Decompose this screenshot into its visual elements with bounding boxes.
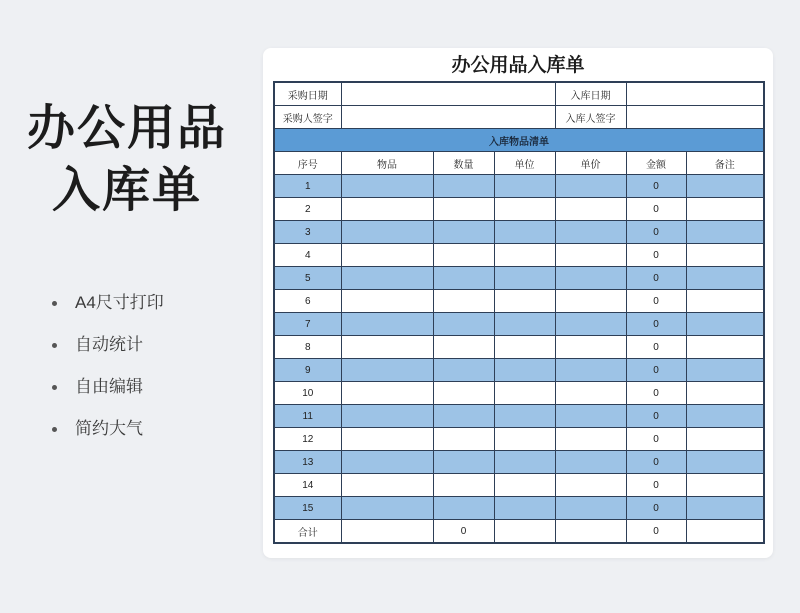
note-cell[interactable]	[686, 267, 764, 290]
table-row	[274, 290, 764, 313]
column-header: 单位	[494, 152, 555, 175]
qty-cell[interactable]	[433, 244, 494, 267]
item-cell[interactable]	[341, 313, 433, 336]
stock-in-date-field[interactable]	[626, 82, 764, 106]
price-cell[interactable]	[555, 336, 626, 359]
item-cell[interactable]	[341, 336, 433, 359]
unit-cell[interactable]	[494, 198, 555, 221]
table-row	[274, 382, 764, 405]
price-cell[interactable]	[555, 405, 626, 428]
bullet-icon	[52, 385, 57, 390]
unit-cell[interactable]	[494, 474, 555, 497]
table-row	[274, 221, 764, 244]
feature-text: 简约大气	[75, 419, 143, 438]
row-number: 1	[274, 175, 341, 198]
price-cell[interactable]	[555, 244, 626, 267]
bullet-icon	[52, 427, 57, 432]
form-preview-card	[263, 48, 773, 558]
row-number: 3	[274, 221, 341, 244]
note-cell[interactable]	[686, 474, 764, 497]
price-cell[interactable]	[555, 474, 626, 497]
form-title: 办公用品入库单	[451, 55, 585, 76]
note-cell[interactable]	[686, 198, 764, 221]
price-cell[interactable]	[555, 290, 626, 313]
note-cell[interactable]	[686, 244, 764, 267]
qty-cell[interactable]	[433, 451, 494, 474]
qty-cell[interactable]	[433, 359, 494, 382]
price-cell[interactable]	[555, 382, 626, 405]
row-number: 5	[274, 267, 341, 290]
row-number: 4	[274, 244, 341, 267]
qty-cell[interactable]	[433, 313, 494, 336]
qty-cell[interactable]	[433, 221, 494, 244]
qty-cell[interactable]	[433, 428, 494, 451]
total-label: 合计	[274, 520, 341, 544]
note-cell[interactable]	[686, 405, 764, 428]
item-rows	[274, 175, 764, 520]
amount-cell: 0	[626, 290, 686, 313]
item-cell[interactable]	[341, 497, 433, 520]
table-row	[274, 244, 764, 267]
feature-text: A4尺寸打印	[75, 293, 164, 312]
row-number: 8	[274, 336, 341, 359]
column-header: 金额	[626, 152, 686, 175]
table-row	[274, 405, 764, 428]
feature-item	[52, 282, 164, 324]
row-number: 7	[274, 313, 341, 336]
amount-cell: 0	[626, 405, 686, 428]
amount-cell: 0	[626, 175, 686, 198]
stock-in-form-table	[273, 81, 765, 544]
amount-cell: 0	[626, 221, 686, 244]
column-header-row	[274, 152, 764, 175]
unit-cell[interactable]	[494, 221, 555, 244]
price-cell[interactable]	[555, 267, 626, 290]
qty-cell[interactable]	[433, 198, 494, 221]
item-cell[interactable]	[341, 474, 433, 497]
column-header: 备注	[686, 152, 764, 175]
note-cell[interactable]	[686, 221, 764, 244]
note-cell[interactable]	[686, 497, 764, 520]
qty-cell[interactable]	[433, 405, 494, 428]
price-cell[interactable]	[555, 428, 626, 451]
item-cell[interactable]	[341, 359, 433, 382]
row-number: 6	[274, 290, 341, 313]
price-cell[interactable]	[555, 359, 626, 382]
qty-cell[interactable]	[433, 267, 494, 290]
item-cell[interactable]	[341, 290, 433, 313]
bullet-icon	[52, 343, 57, 348]
item-cell[interactable]	[341, 405, 433, 428]
table-row	[274, 451, 764, 474]
feature-list	[52, 282, 164, 450]
price-cell[interactable]	[555, 175, 626, 198]
note-cell[interactable]	[686, 382, 764, 405]
amount-cell: 0	[626, 198, 686, 221]
unit-cell[interactable]	[494, 336, 555, 359]
total-item-cell	[341, 520, 433, 544]
item-cell[interactable]	[341, 198, 433, 221]
item-cell[interactable]	[341, 221, 433, 244]
feature-item	[52, 408, 164, 450]
feature-item	[52, 324, 164, 366]
price-cell[interactable]	[555, 198, 626, 221]
promo-title-line2: 入库单	[51, 164, 202, 217]
total-row	[274, 520, 764, 544]
row-number: 2	[274, 198, 341, 221]
amount-cell: 0	[626, 428, 686, 451]
unit-cell[interactable]	[494, 497, 555, 520]
note-cell[interactable]	[686, 336, 764, 359]
unit-cell[interactable]	[494, 313, 555, 336]
section-header-row	[274, 129, 764, 152]
note-cell[interactable]	[686, 290, 764, 313]
row-number: 15	[274, 497, 341, 520]
row-number: 14	[274, 474, 341, 497]
unit-cell[interactable]	[494, 359, 555, 382]
table-row	[274, 267, 764, 290]
total-amount: 0	[626, 520, 686, 544]
qty-cell[interactable]	[433, 497, 494, 520]
table-row	[274, 336, 764, 359]
total-price-cell	[555, 520, 626, 544]
row-number: 11	[274, 405, 341, 428]
item-cell[interactable]	[341, 428, 433, 451]
promo-title-line1: 办公用品	[26, 102, 227, 155]
note-cell[interactable]	[686, 359, 764, 382]
total-qty: 0	[433, 520, 494, 544]
stock-in-sign-label: 入库人签字	[555, 106, 626, 129]
stock-in-date-label: 入库日期	[555, 82, 626, 106]
column-header: 物品	[341, 152, 433, 175]
note-cell[interactable]	[686, 313, 764, 336]
bullet-icon	[52, 301, 57, 306]
price-cell[interactable]	[555, 221, 626, 244]
qty-cell[interactable]	[433, 175, 494, 198]
item-cell[interactable]	[341, 244, 433, 267]
unit-cell[interactable]	[494, 405, 555, 428]
qty-cell[interactable]	[433, 336, 494, 359]
item-cell[interactable]	[341, 175, 433, 198]
table-row	[274, 474, 764, 497]
total-note-cell	[686, 520, 764, 544]
amount-cell: 0	[626, 313, 686, 336]
row-number: 12	[274, 428, 341, 451]
unit-cell[interactable]	[494, 451, 555, 474]
note-cell[interactable]	[686, 428, 764, 451]
table-row	[274, 198, 764, 221]
amount-cell: 0	[626, 359, 686, 382]
section-title: 入库物品清单	[274, 129, 764, 152]
amount-cell: 0	[626, 267, 686, 290]
column-header: 单价	[555, 152, 626, 175]
unit-cell[interactable]	[494, 290, 555, 313]
note-cell[interactable]	[686, 175, 764, 198]
promo-title	[22, 98, 232, 222]
amount-cell: 0	[626, 336, 686, 359]
stock-in-sign-field[interactable]	[626, 106, 764, 129]
note-cell[interactable]	[686, 451, 764, 474]
qty-cell[interactable]	[433, 382, 494, 405]
feature-text: 自动统计	[75, 335, 143, 354]
table-row	[274, 175, 764, 198]
unit-cell[interactable]	[494, 244, 555, 267]
unit-cell[interactable]	[494, 175, 555, 198]
qty-cell[interactable]	[433, 290, 494, 313]
amount-cell: 0	[626, 497, 686, 520]
unit-cell[interactable]	[494, 382, 555, 405]
table-row	[274, 497, 764, 520]
amount-cell: 0	[626, 451, 686, 474]
item-cell[interactable]	[341, 267, 433, 290]
item-cell[interactable]	[341, 451, 433, 474]
feature-text: 自由编辑	[75, 377, 143, 396]
item-cell[interactable]	[341, 382, 433, 405]
info-row	[274, 82, 764, 106]
row-number: 9	[274, 359, 341, 382]
purchase-date-label: 采购日期	[274, 82, 341, 106]
unit-cell[interactable]	[494, 267, 555, 290]
total-unit-cell	[494, 520, 555, 544]
column-header: 数量	[433, 152, 494, 175]
purchaser-sign-label: 采购人签字	[274, 106, 341, 129]
price-cell[interactable]	[555, 313, 626, 336]
amount-cell: 0	[626, 244, 686, 267]
table-row	[274, 313, 764, 336]
price-cell[interactable]	[555, 451, 626, 474]
feature-item	[52, 366, 164, 408]
unit-cell[interactable]	[494, 428, 555, 451]
purchaser-sign-field[interactable]	[341, 106, 555, 129]
qty-cell[interactable]	[433, 474, 494, 497]
purchase-date-field[interactable]	[341, 82, 555, 106]
table-row	[274, 359, 764, 382]
row-number: 10	[274, 382, 341, 405]
info-row	[274, 106, 764, 129]
amount-cell: 0	[626, 382, 686, 405]
form-body	[274, 82, 764, 175]
table-row	[274, 428, 764, 451]
price-cell[interactable]	[555, 497, 626, 520]
total-section	[274, 520, 764, 544]
row-number: 13	[274, 451, 341, 474]
column-header: 序号	[274, 152, 341, 175]
amount-cell: 0	[626, 474, 686, 497]
